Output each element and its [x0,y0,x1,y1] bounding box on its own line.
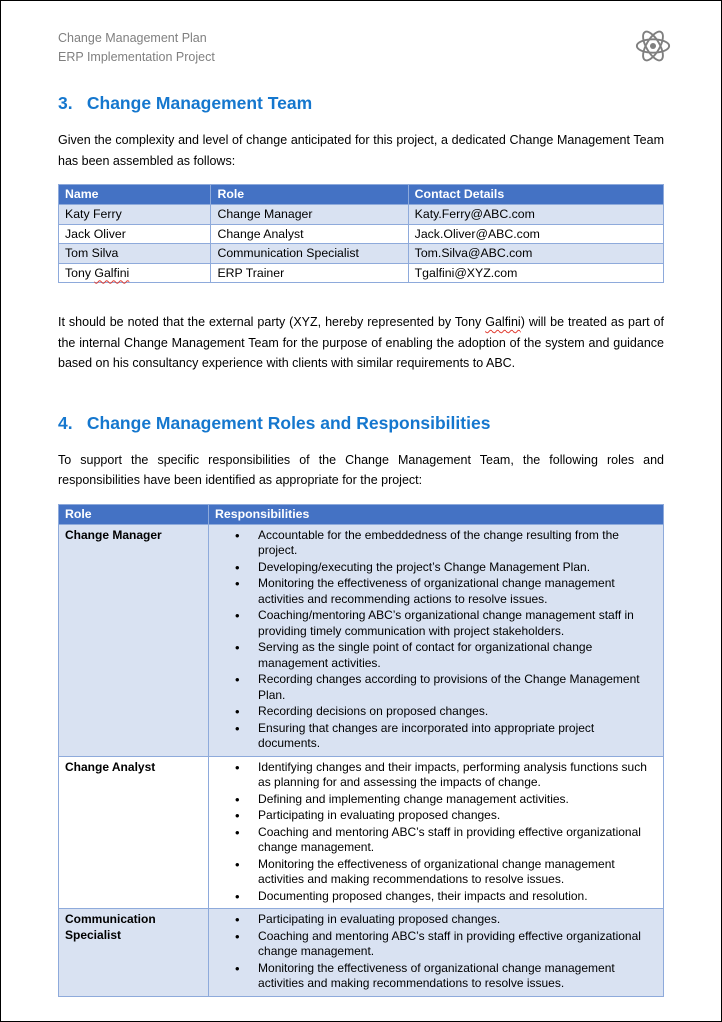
section-4-intro: To support the specific responsibilities of the Change Management Team, the following roles and responsibilities have been identified as appropriate for the project: [58,452,664,487]
responsibility-item: • Ensuring that changes are incorporated into appropriate project documents. [215,721,657,752]
header-line-1: Change Management Plan [58,31,207,45]
team-cell-contact: Tgalfini@XYZ.com [408,263,663,283]
section-3-number: 3. [58,93,73,113]
header-text [58,29,215,67]
responsibilities-cell [209,756,664,909]
team-table-row [59,244,664,264]
responsibility-item: • Defining and implementing change management activities. [215,792,657,808]
role-name-cell: Change Manager [59,524,209,756]
responsibility-item: • Participating in evaluating proposed changes. [215,808,657,824]
roles-table [58,504,664,997]
role-name-cell: Change Analyst [59,756,209,909]
responsibility-item: • Recording decisions on proposed changes. [215,704,657,720]
section-4-title: Change Management Roles and Responsibilities [86,412,491,433]
responsibility-item: • Identifying changes and their impacts, performing analysis functions such as planning for and assessing the impacts of change. [215,760,657,791]
misspelled-word: Galfini [485,315,521,329]
team-table-header-row [59,185,664,205]
roles-col-role: Role [59,504,209,524]
atom-icon [634,27,672,70]
team-cell-name: Tony Galfini [59,263,211,283]
team-table-row [59,263,664,283]
responsibility-item: • Participating in evaluating proposed changes. [215,912,657,928]
responsibilities-list [215,912,657,992]
team-col-role: Role [211,185,408,205]
team-table-body [59,205,664,283]
responsibilities-list [215,760,657,905]
section-4-number: 4. [58,412,73,433]
team-cell-contact: Tom.Silva@ABC.com [408,244,663,264]
responsibility-item: • Coaching/mentoring ABC’s organizational change management staff in providing timely communication with project stakeholders. [215,608,657,639]
team-cell-contact: Katy.Ferry@ABC.com [408,205,663,225]
team-col-contact: Contact Details [408,185,663,205]
responsibility-item: • Developing/executing the project’s Change Management Plan. [215,560,657,576]
roles-table-header-row [59,504,664,524]
section-4-heading [58,412,664,434]
responsibility-item: • Documenting proposed changes, their impacts and resolution. [215,889,657,905]
team-table-row [59,205,664,225]
team-cell-role: Communication Specialist [211,244,408,264]
team-cell-name: Jack Oliver [59,224,211,244]
roles-table-body [59,524,664,996]
responsibility-item: • Coaching and mentoring ABC’s staff in providing effective organizational change management. [215,825,657,856]
team-cell-role: Change Manager [211,205,408,225]
responsibilities-cell [209,909,664,997]
roles-table-row [59,909,664,997]
roles-col-resp: Responsibilities [209,504,664,524]
header-line-2: ERP Implementation Project [58,50,215,64]
responsibility-item: • Recording changes according to provisions of the Change Management Plan. [215,672,657,703]
section-3-title: Change Management Team [86,93,313,113]
team-col-name: Name [59,185,211,205]
roles-table-row [59,756,664,909]
responsibility-item: • Coaching and mentoring ABC’s staff in providing effective organizational change management. [215,929,657,960]
roles-table-row [59,524,664,756]
team-cell-contact: Jack.Oliver@ABC.com [408,224,663,244]
responsibilities-cell [209,524,664,756]
responsibility-item: • Accountable for the embeddedness of the change resulting from the project. [215,528,657,559]
responsibilities-list [215,528,657,752]
team-cell-role: ERP Trainer [211,263,408,283]
team-table [58,184,664,283]
responsibility-item: • Monitoring the effectiveness of organizational change management activities and making recommendations to resolve issues. [215,961,657,992]
section-3-heading [58,92,664,114]
external-party-note: It should be noted that the external party (XYZ, hereby represented by Tony Galfini) will be treated as part of the internal Change Management Team for the purpose of enabling the adoption of the system and guidance based on his consultancy experience with clients with similar requirements to ABC. [58,315,664,370]
responsibility-item: • Monitoring the effectiveness of organizational change management activities and recommending actions to resolve issues. [215,576,657,607]
responsibility-item: • Serving as the single point of contact for organizational change management activities. [215,640,657,671]
team-cell-name: Katy Ferry [59,205,211,225]
team-table-row [59,224,664,244]
team-cell-name: Tom Silva [59,244,211,264]
responsibility-item: • Monitoring the effectiveness of organizational change management activities and making recommendations to resolve issues. [215,857,657,888]
team-cell-role: Change Analyst [211,224,408,244]
section-3-intro: Given the complexity and level of change anticipated for this project, a dedicated Change Management Team has been assembled as follows: [58,133,664,168]
document-header [58,29,664,70]
role-name-cell: Communication Specialist [59,909,209,997]
misspelled-word: Galfini [94,265,130,280]
